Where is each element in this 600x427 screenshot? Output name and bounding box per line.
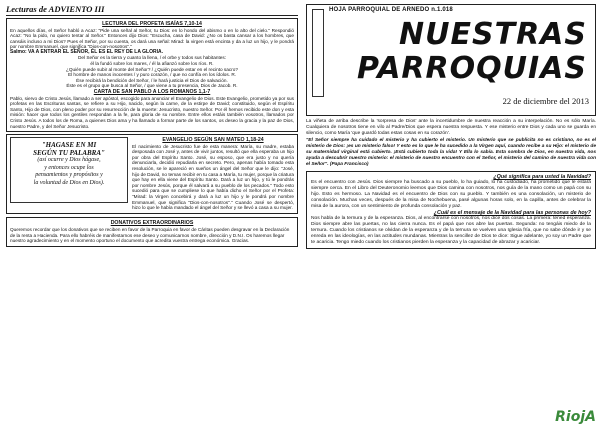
psalm-title: Salmo: VA A ENTRAR EL SEÑOR, ÉL ES EL REY DE LA GLORIA.	[10, 48, 163, 55]
intro-text: La viñeta de arriba describe la 'sorpresa de Dios' ante la incertidumbre de nuestra reacción a su interpelación. No es sólo María. Cualquiera de nosotros tiene en vilo al Padre/Dios que espera nuestra respuesta. Y ese misterio entre Dios y cada uno se guarda en silencio, como María 'que guardó todas estas cosas en su corazón'.	[306, 119, 596, 136]
gospel-text: El nacimiento de Jesucristo fue de esta manera: María, su madre, estaba desposada con José y, antes de vivir juntos, resultó que ella esperaba un hijo por obra del Espíritu Santo. José, su esposo, que era justo y no quería denunciarla, decidió repudiarla en secreto. Pero, apenas había tomado esta resolución, se le apareció en sueños un ángel del Señor que le dijo: "José, hijo de David, no temas recibir en tu casa a María, tu mujer, porque la criatura que hay en ella viene del Espíritu Santo. Dará a luz un hijo, y tú le pondrás por nombre Jesús, porque él salvará a su pueblo de los pecados." Todo esto sucedió para que se cumpliese lo que había dicho el Señor por el Profeta: "Mirad: la Virgen concebirá y dará a luz un hijo y le pondrá por nombre Emmanuel, que significa "Dios-con-nosotros"." Cuando José se despertó, hizo lo que le había mandado el ángel del Señor y se llevó a casa a su mujer.	[132, 143, 294, 211]
psalm-line: ¿Quién puede subir al monte del Señor? / ¿Quién puede estar en el recinto sacro?	[66, 66, 238, 72]
donativos-box	[6, 217, 298, 247]
navidad-interview-box	[306, 171, 596, 249]
psalm-line: Éste es el grupo que busca al Señor, / que viene a tu presencia, Dios de Jacob. R.	[66, 83, 238, 89]
reading2-title: CARTA DE SAN PABLO A LOS ROMANOS 1,1-7	[93, 89, 211, 96]
interview-answer-1: Es el encuentro con Jesús. Dios siempre ha buscado a su pueblo, lo ha guiado, lo ha custodiado, ha prometido que le estará siempre cerca. En el Libro del Deuteronomio leemos que Dios camina con nosotros, nos guía de la mano como un papá con su hijo. Esto es hermoso. La Navidad es el encuentro de Dios con su pueblo. Y también es una consolación, un misterio de consolación. Muchas veces, después de la misa de Nochebuena, pasé algunas horas solo, en la capilla, antes de celebrar la misa de la aurora, con un sentimiento de profunda consolación y paz.	[311, 180, 591, 210]
masthead-title-line2: PARROQUIAS	[356, 51, 587, 86]
interview-question-2: ¿Cuál es el mensaje de la Navidad para las personas de hoy?	[433, 210, 591, 217]
reading1-title: LECTURA DEL PROFETA ISAÍAS 7,10-14	[102, 21, 202, 27]
gospel-box	[6, 134, 298, 214]
interview-answer-2: Nos habla de la ternura y de la esperanza. Dios, al encontrarse con nosotros, nos dice dos cosas. La primera: tened esperanza. Dios siempre abre las puertas, no las cierra nunca. Es el papá que nos abre las puertas. Segunda: no tengáis miedo de la ternura. Cuando los cristianos se olvidan de la esperanza y de la ternura se vuelven una Iglesia fría, que no sabe dónde ir y se enreda en las ideologías, en las actitudes mundanas. Mientras la sencillez de Dios te dice: Sigue adelante, yo soy un Padre que te acaricia. Tengo miedo cuando los cristianos pierden la esperanza y la capacidad de abrazar y acariciar.	[311, 216, 591, 246]
illustration-caption-line: pensamientos y propósitos y	[35, 172, 103, 179]
rioja-logo: RiojA	[555, 409, 596, 425]
illustration-caption-line: SEGÚN TU PALABRA"	[33, 148, 105, 157]
illustration-caption-line: la voluntad de Dios en Dios).	[33, 179, 105, 186]
psalm-line: Del Señor es la tierra y cuanto la llena, / el orbe y todos sus habitantes:	[78, 55, 226, 61]
donativos-title: DONATIVOS EXTRAORDINARIOS	[110, 219, 194, 226]
readings-column	[6, 4, 298, 422]
issue-label: HOJA PARROQUIAL DE ARNEDO n.1.018	[329, 7, 453, 13]
masthead-title-line1: NUESTRAS	[399, 17, 587, 52]
reading1-text: En aquellos días, el Señor habló a Acaz: "Pide una señal al Señor, tu Dios: en lo hondo del abismo o en lo alto del cielo." Respondió Acaz: "No la pido, no quiero tentar al Señor." Entonces dijo Dios: "Escucha, casa de David: ¿No os basta cansar a los hombres, que cansáis incluso a mi Dios? Pues el Señor, por su cuenta, os dará una señal: Mirad: la virgen está encinta y da a luz un hijo, y le pondrá por nombre Emmanuel, que significa "Dios-con-nosotros"."	[10, 27, 294, 50]
illustration-caption-line: (así ocurre y Dios hágase,	[37, 157, 101, 164]
masthead-column	[306, 4, 596, 422]
readings-header: Lecturas de ADVIENTO III	[6, 4, 298, 16]
gospel-row	[10, 137, 294, 211]
interview-question-1: ¿Qué significa para usted la Navidad?	[493, 174, 591, 181]
masthead	[306, 4, 596, 116]
psalm-line: él la fundó sobre los mares, / él la afianzó sobre los ríos. R.	[90, 61, 214, 67]
psalm-line: El hombre de manos inocentes / y puro corazón, / que no confía en los ídolos. R.	[67, 72, 237, 78]
issue-date: 22 de diciembre del 2013	[502, 96, 589, 106]
decorative-frame	[312, 9, 324, 97]
annunciation-illustration	[10, 137, 128, 203]
illustration-caption-line: "HAGASE EN MI	[41, 141, 97, 150]
donativos-text: Queremos recordar que los donativos que se reciben en favor de la Parroquia en favor de Cáritas pueden desgravar en la Declaración de la renta a Hacienda. Para ello habréis de manifestarnos ese deseo y comunicarnos nombre, dirección y D.N.I. Os haremos llegar nuestro agradecimiento y en el momento oportuno el documento que acredita vuestra entrega económica. Gracias.	[10, 227, 290, 244]
psalm-line: Ése recibirá la bendición del Señor, / le hará justicia el Dios de salvación.	[76, 77, 228, 83]
pope-quote: "El Señor siempre ha cuidado el misterio y ha cubierto el misterio. Un misterio que se publicita no es cristiano, no es el misterio de Dios: ¡es un misterio falso! Y esto es lo que le ha sucedido a la Virgen aquí, cuando recibe a su Hijo: el misterio de su maternidad virginal está cubierto. ¡Está cubierto toda la vida! Y Ella lo sabía. Esta sombra de Dios, en nuestra vida, nos ayuda a descubrir nuestro misterio: el misterio de nuestro encuentro con el Señor, el misterio del camino de nuestra vida con el Señor". (Papa Francisco)	[306, 138, 596, 167]
gospel-content	[132, 137, 294, 211]
reading2-text: Pablo, siervo de Cristo Jesús, llamado a ser apóstol, escogido para anunciar el Evangelio de Dios. Este Evangelio, prometido ya por sus profetas en las Escrituras santas, se refiere a su Hijo, nacido, según la carne, de la estirpe de David; constituido, según el Espíritu Santo, Hijo de Dios, con pleno poder por su resurrección de la muerte: Jesucristo, nuestro Señor. Por él hemos recibido este don y esta misión: hacer que todos los gentiles respondan a la fe, para gloria de su nombre. Entre ellos estáis también vosotros, llamados por Cristo Jesús. A todos los de Roma, a quienes Dios ama y ha llamado a formar parte de los santos, os deseo la gracia y la paz de Dios, nuestro Padre, y del Señor Jesucristo.	[10, 95, 294, 129]
reading-isaiah-box	[6, 18, 298, 132]
illustration-caption-line: y entonces ocupe los	[44, 164, 94, 171]
gospel-title: EVANGELIO SEGÚN SAN MATEO 1,18-24	[162, 137, 264, 144]
